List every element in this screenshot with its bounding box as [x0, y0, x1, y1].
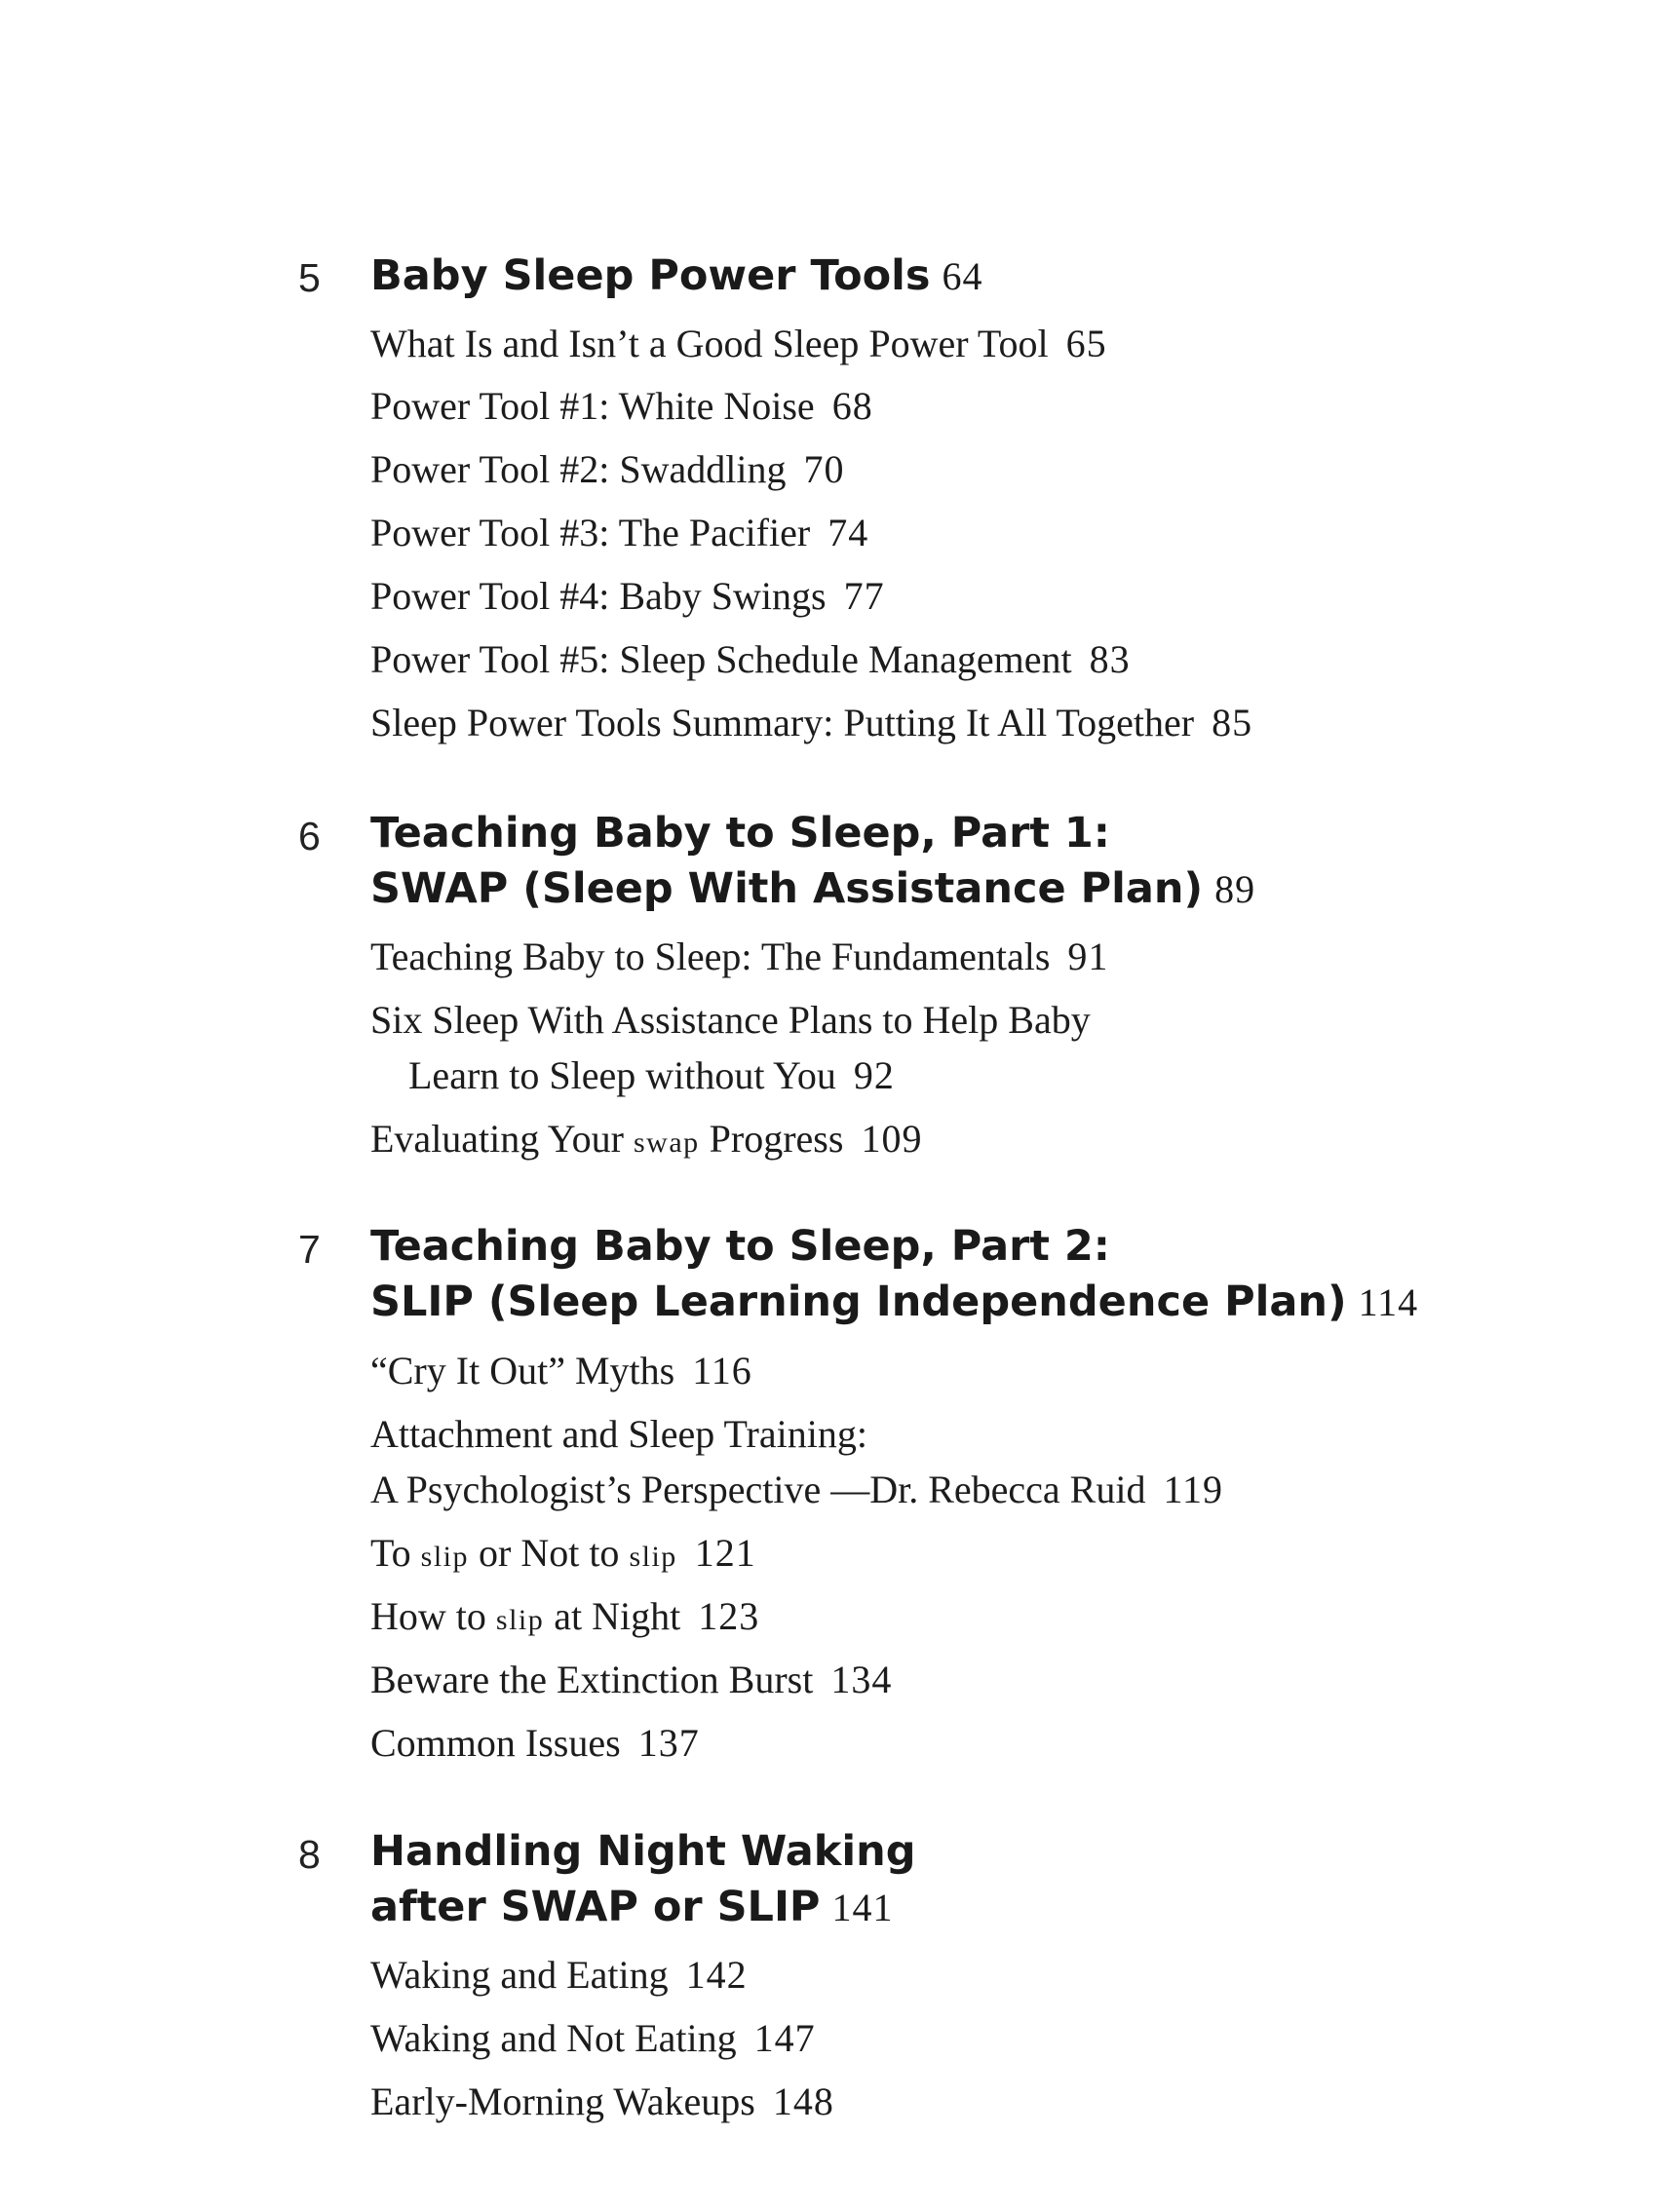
toc-entry: [370, 1525, 756, 1584]
chapter-number: 8: [298, 1832, 321, 1877]
entry-title: Power Tool #3: The Pacifier: [370, 511, 811, 554]
entry-page-number: 65: [1065, 322, 1107, 365]
chapter-title-line: SLIP (Sleep Learning Independence Plan): [370, 1278, 1347, 1326]
chapter-number: 6: [298, 814, 321, 858]
entry-page-number: 85: [1212, 701, 1253, 744]
entry-title: Beware the Extinction Burst: [370, 1658, 814, 1701]
toc-entry: [370, 316, 1107, 371]
toc-entry: [370, 1343, 752, 1398]
entry-title-part: To: [370, 1531, 421, 1575]
chapter-title-line: SWAP (Sleep With Assistance Plan): [370, 864, 1204, 913]
chapter-page-number: 89: [1214, 867, 1256, 911]
entry-title: Power Tool #5: Sleep Schedule Management: [370, 637, 1072, 681]
small-caps-term: slip: [420, 1541, 469, 1573]
entry-title: Sleep Power Tools Summary: Putting It All Together: [370, 701, 1195, 744]
toc-entry: [370, 1406, 1223, 1517]
entry-title-continuation: [370, 1048, 1091, 1103]
chapter-title: [370, 1824, 916, 1935]
chapter-page-number: 114: [1358, 1280, 1419, 1324]
entry-title: Teaching Baby to Sleep: The Fundamentals: [370, 934, 1051, 978]
entry-page-number: 77: [843, 574, 885, 618]
chapter-title-line: Handling Night Waking: [370, 1827, 916, 1876]
entry-page-number: 70: [803, 447, 845, 491]
entry-title: Common Issues: [370, 1721, 621, 1765]
entry-title-part: How to: [370, 1594, 496, 1638]
chapter-title-line: Baby Sleep Power Tools: [370, 251, 931, 300]
toc-entry: [370, 992, 1091, 1103]
entry-title-part: Evaluating Your: [370, 1117, 634, 1161]
entry-page-number: 123: [698, 1594, 760, 1638]
entry-title-part: at Night: [544, 1594, 681, 1638]
toc-entry: [370, 441, 844, 497]
entry-page-number: 147: [753, 2016, 816, 2060]
toc-entry: [370, 1111, 922, 1170]
toc-entry: [370, 505, 868, 560]
chapter-title-line: after SWAP or SLIP: [370, 1883, 821, 1931]
entry-title: Waking and Not Eating: [370, 2016, 737, 2060]
chapter-title: [370, 248, 983, 304]
entry-page-number: 92: [853, 1053, 895, 1097]
toc-entry: [370, 2074, 834, 2129]
chapter-title-line: Teaching Baby to Sleep, Part 1:: [370, 809, 1110, 858]
chapter-page-number: 141: [831, 1886, 894, 1929]
toc-entry: [370, 1652, 892, 1707]
entry-title: Power Tool #4: Baby Swings: [370, 574, 827, 618]
entry-page-number: 121: [694, 1531, 756, 1575]
entry-title: Waking and Eating: [370, 1953, 669, 1997]
chapter-title-line: Teaching Baby to Sleep, Part 2:: [370, 1222, 1110, 1271]
entry-title: What Is and Isn’t a Good Sleep Power Tool: [370, 322, 1049, 365]
entry-page-number: 148: [772, 2079, 834, 2123]
entry-title: Power Tool #2: Swaddling: [370, 447, 787, 491]
toc-entry: [370, 568, 885, 624]
toc-entry: [370, 929, 1108, 984]
entry-title-part: or Not to: [469, 1531, 630, 1575]
entry-page-number: 137: [637, 1721, 700, 1765]
chapter-page-number: 64: [942, 254, 983, 298]
entry-title: Learn to Sleep without You: [408, 1053, 836, 1097]
chapter-number: 5: [298, 255, 321, 300]
entry-page-number: 142: [685, 1953, 748, 1997]
entry-page-number: 68: [831, 384, 873, 428]
entry-page-number: 134: [830, 1658, 893, 1701]
small-caps-term: slip: [629, 1541, 677, 1573]
entry-title: Attachment and Sleep Training:: [370, 1412, 867, 1456]
entry-page-number: 91: [1067, 934, 1109, 978]
entry-page-number: 74: [828, 511, 869, 554]
toc-entry: [370, 1588, 759, 1648]
small-caps-term: slip: [495, 1604, 545, 1636]
entry-title: Power Tool #1: White Noise: [370, 384, 815, 428]
toc-entry: [370, 2010, 816, 2066]
entry-title: Six Sleep With Assistance Plans to Help Baby: [370, 998, 1091, 1042]
toc-entry: [370, 378, 873, 434]
entry-title-part: Progress: [699, 1117, 844, 1161]
toc-entry: [370, 1947, 748, 2002]
entry-page-number: 83: [1089, 637, 1131, 681]
toc-entry: [370, 1715, 700, 1771]
chapter-number: 7: [298, 1227, 321, 1272]
chapter-title: [370, 806, 1255, 917]
entry-page-number: 116: [692, 1349, 752, 1392]
small-caps-term: swap: [634, 1126, 700, 1159]
toc-entry: [370, 695, 1252, 750]
entry-title: “Cry It Out” Myths: [370, 1349, 675, 1392]
entry-title: Early-Morning Wakeups: [370, 2079, 755, 2123]
entry-page-number: 119: [1163, 1468, 1223, 1511]
entry-title: A Psychologist’s Perspective —Dr. Rebecca Ruid: [370, 1468, 1146, 1511]
chapter-title: [370, 1219, 1418, 1330]
entry-page-number: 109: [861, 1117, 923, 1161]
toc-entry: [370, 631, 1131, 687]
